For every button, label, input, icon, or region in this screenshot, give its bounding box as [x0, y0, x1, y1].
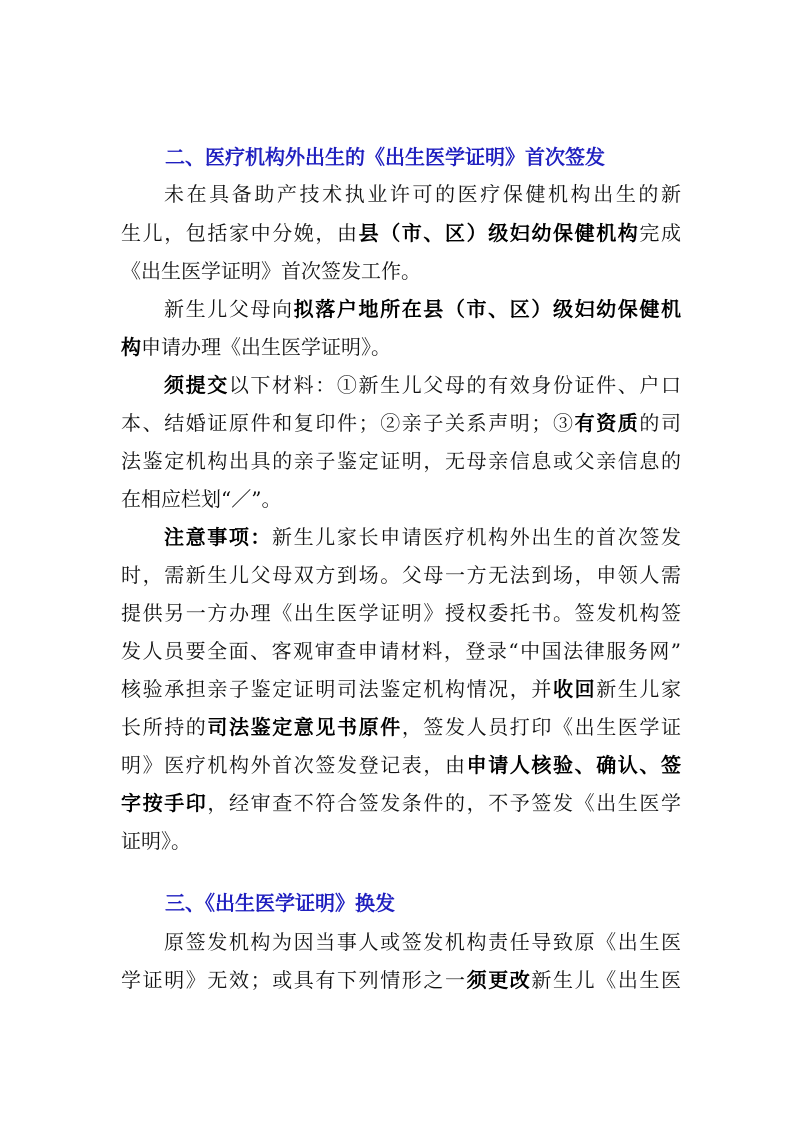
paragraph-line: 在相应栏划“／”。	[121, 487, 282, 511]
emphasis-text: 须更改	[466, 968, 532, 992]
emphasis-text: 须提交	[164, 373, 229, 397]
paragraph-line: 核验承担亲子鉴定证明司法鉴定机构情况，并收回新生儿家	[121, 677, 682, 701]
paragraph-line: 新生儿父母向拟落户地所在县（市、区）级妇幼保健机	[164, 297, 682, 321]
emphasis-text: 拟落户地所在县（市、区）级妇幼保健机	[293, 297, 682, 321]
paragraph-line: 时，需新生儿父母双方到场。父母一方无法到场，申领人需	[121, 563, 681, 587]
emphasis-text: 注意事项：	[164, 525, 273, 549]
paragraph-line: 法鉴定机构出具的亲子鉴定证明，无母亲信息或父亲信息的	[121, 449, 681, 473]
paragraph-line: 须提交以下材料：①新生儿父母的有效身份证件、户口	[164, 373, 682, 397]
paragraph-line: 证明》。	[121, 829, 191, 853]
paragraph-line: 字按手印，经审查不符合签发条件的，不予签发《出生医学	[121, 791, 682, 815]
paragraph-line: 本、结婚证原件和复印件；②亲子关系声明；③有资质的司	[121, 411, 682, 435]
paragraph-line: 发人员要全面、客观审查申请材料，登录“中国法律服务网”	[121, 639, 681, 663]
paragraph-line: 《出生医学证明》首次签发工作。	[121, 259, 421, 283]
section-heading-2: 二、医疗机构外出生的《出生医学证明》首次签发	[165, 145, 605, 169]
emphasis-text: 构	[121, 335, 141, 359]
emphasis-text: 申请人核验、确认、签	[466, 753, 682, 777]
paragraph-line: 原签发机构为因当事人或签发机构责任导致原《出生医	[164, 930, 681, 954]
paragraph-line: 构申请办理《出生医学证明》。	[121, 335, 391, 359]
paragraph-line: 生儿，包括家中分娩，由县（市、区）级妇幼保健机构完成	[121, 221, 682, 245]
emphasis-text: 司法鉴定意见书原件	[207, 715, 402, 739]
emphasis-text: 县（市、区）级妇幼保健机构	[358, 221, 640, 245]
emphasis-text: 字按手印	[121, 791, 208, 815]
paragraph-line: 明》医疗机构外首次签发登记表，由申请人核验、确认、签	[121, 753, 682, 777]
paragraph-line: 注意事项：新生儿家长申请医疗机构外出生的首次签发	[164, 525, 682, 549]
paragraph-line: 提供另一方办理《出生医学证明》授权委托书。签发机构签	[121, 601, 681, 625]
emphasis-text: 有资质	[574, 411, 640, 435]
paragraph-line: 长所持的司法鉴定意见书原件，签发人员打印《出生医学证	[121, 715, 682, 739]
emphasis-text: 收回	[553, 677, 597, 701]
paragraph-line: 未在具备助产技术执业许可的医疗保健机构出生的新	[164, 182, 681, 206]
section-heading-3: 三、《出生医学证明》换发	[165, 891, 395, 915]
paragraph-line: 学证明》无效；或具有下列情形之一须更改新生儿《出生医	[121, 968, 682, 992]
